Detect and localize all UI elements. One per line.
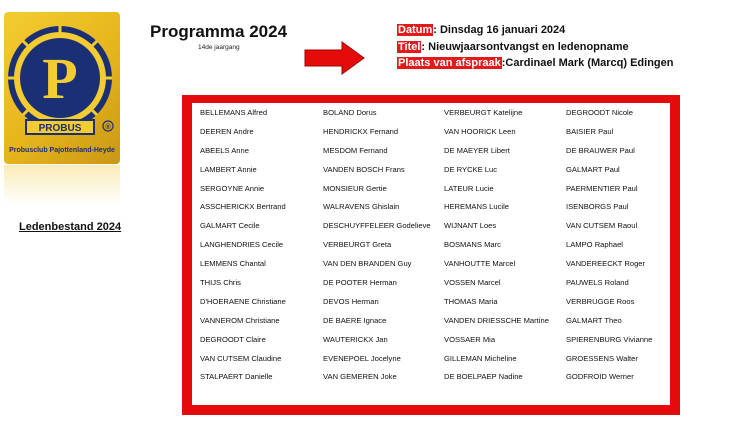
member-name: VANDEREECKT Roger — [566, 259, 646, 269]
datum-label: Datum — [398, 24, 433, 36]
logo-brand: PROBUS — [38, 123, 82, 134]
member-name: DESCHUYFFELEER Godelieve — [323, 221, 431, 231]
members-frame — [182, 95, 680, 415]
member-name: GALMART Theo — [566, 315, 622, 325]
member-name: VAN HOORICK Leen — [444, 126, 516, 136]
member-name: WIJNANT Loes — [444, 221, 497, 231]
plaats-row — [397, 55, 674, 72]
member-name: DE BAERE Ignace — [323, 315, 387, 325]
member-name: D'HOERAENE Christiane — [200, 296, 286, 306]
member-name: ASSCHERICKX Bertrand — [200, 202, 286, 212]
member-name: LANGHENDRIES Cecile — [200, 240, 284, 250]
member-name: GALMART Cecile — [200, 221, 260, 231]
member-name: DEEREN Andre — [200, 126, 254, 136]
member-name: GILLEMAN Micheline — [444, 353, 517, 363]
plaats-value: :Cardinael Mark (Marcq) Edingen — [501, 57, 674, 69]
member-name: GALMART Paul — [566, 164, 620, 174]
member-name: HENDRICKX Fernand — [323, 126, 399, 136]
member-name: VANDEN DRIESSCHE Martine — [444, 315, 549, 325]
member-name: VANDEN BOSCH Frans — [323, 164, 405, 174]
page-title: Programma 2024 — [150, 22, 288, 41]
member-name: DEGROODT Nicole — [566, 107, 633, 117]
member-name: BOSMANS Marc — [444, 240, 501, 250]
member-name: VERBEURGT Greta — [323, 240, 392, 250]
datum-value: : Dinsdag 16 januari 2024 — [433, 24, 566, 36]
member-name: DE RYCKE Luc — [444, 164, 498, 174]
page-subtitle: 14de jaargang — [198, 44, 240, 51]
logo-reflection — [4, 165, 120, 205]
right-arrow-icon — [304, 40, 366, 76]
member-name: DE POOTER Herman — [323, 277, 397, 287]
member-name: VAN CUTSEM Claudine — [200, 353, 282, 363]
logo-letter: P — [42, 46, 78, 111]
member-name: DEGROODT Claire — [200, 334, 266, 344]
member-name: VOSSAER Mia — [444, 334, 496, 344]
member-name: VANNEROM Christiane — [200, 315, 280, 325]
registered-mark: ® — [105, 124, 111, 131]
member-name: MONSIEUR Gertie — [323, 183, 387, 193]
member-name: BELLEMANS Alfred — [200, 107, 268, 117]
ledenbestand-label: Ledenbestand 2024 — [19, 221, 122, 233]
member-name: WAUTERICKX Jan — [323, 334, 388, 344]
member-name: BAISIER Paul — [566, 126, 614, 136]
member-name: LAMBERT Annie — [200, 164, 257, 174]
member-name: SERGOYNE Annie — [200, 183, 265, 193]
member-name: PAUWELS Roland — [566, 277, 629, 287]
member-name: HEREMANS Lucile — [444, 202, 509, 212]
titel-row — [397, 39, 674, 56]
member-name: BOLAND Dorus — [323, 107, 377, 117]
member-name: GODFROID Werner — [566, 372, 634, 382]
member-name: VERBRUGGE Roos — [566, 296, 635, 306]
titel-value: : Nieuwjaarsontvangst en ledenopname — [421, 40, 629, 53]
member-name: VAN CUTSEM Raoul — [566, 221, 638, 231]
member-name: MESDOM Fernand — [323, 145, 388, 155]
member-name: DEVOS Herman — [323, 296, 379, 306]
plaats-label: Plaats van afspraak — [398, 57, 501, 69]
member-name: PAERMENTIER Paul — [566, 183, 638, 193]
member-name: ISENBORGS Paul — [566, 202, 629, 212]
member-name: EVENEPOEL Jocelyne — [323, 353, 401, 363]
probus-logo — [4, 12, 120, 164]
member-name: VAN DEN BRANDEN Guy — [323, 259, 412, 269]
members-grid — [200, 103, 670, 405]
member-name: VANHOUTTE Marcel — [444, 259, 516, 269]
event-info — [397, 22, 674, 72]
member-name: VOSSEN Marcel — [444, 277, 501, 287]
member-name: VAN GEMEREN Joke — [323, 372, 397, 382]
member-name: THOMAS Maria — [444, 296, 498, 306]
member-name: LATEUR Lucie — [444, 183, 494, 193]
member-name: SPIERENBURG Vivianne — [566, 334, 653, 344]
member-name: LEMMENS Chantal — [200, 259, 266, 269]
member-name: GROESSENS Walter — [566, 353, 638, 363]
datum-row — [397, 22, 674, 39]
member-name: WALRAVENS Ghislain — [323, 202, 400, 212]
member-name: DE BRAUWER Paul — [566, 145, 635, 155]
titel-label: Titel — [398, 40, 421, 53]
probus-emblem — [4, 12, 120, 164]
member-name: DE MAEYER Libert — [444, 145, 510, 155]
member-name: THIJS Chris — [200, 277, 241, 287]
member-name: ABEELS Anne — [200, 145, 249, 155]
member-name: LAMPO Raphael — [566, 240, 623, 250]
member-name: STALPAERT Danielle — [200, 372, 273, 382]
members-list — [192, 103, 670, 405]
member-name: VERBEURGT Katelijne — [444, 107, 523, 117]
club-name: Probusclub Pajottenland-Heyde — [9, 147, 115, 154]
member-name: DE BOELPAEP Nadine — [444, 372, 523, 382]
